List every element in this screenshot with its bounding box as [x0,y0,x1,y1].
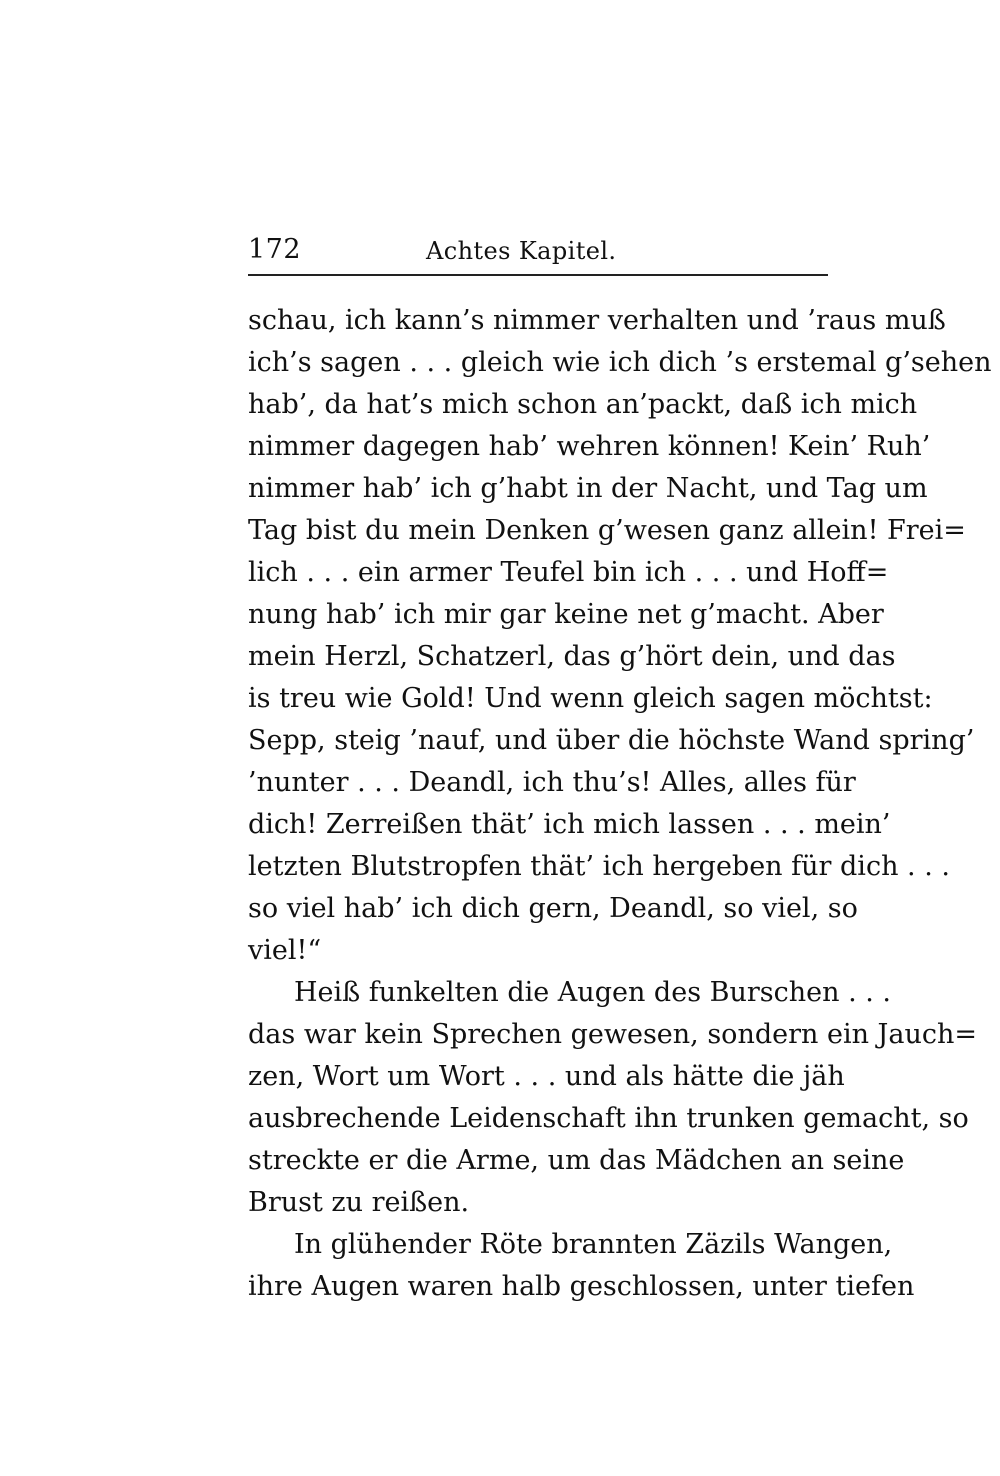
text-line: hab’, da hat’s mich schon an’packt, daß ich mich [248,389,918,420]
page-number: 172 [248,234,302,265]
running-head: Achtes Kapitel. [426,237,617,265]
text-line: das war kein Sprechen gewesen, sondern ein Jauch= [248,1019,977,1050]
header-rule [248,274,828,276]
text-line: letzten Blutstropfen thät’ ich hergeben für dich . . . [248,851,950,882]
text-line: mein Herzl, Schatzerl, das g’hört dein, und das [248,641,896,672]
text-line: lich . . . ein armer Teufel bin ich . . . und Hoff= [248,557,889,588]
text-line: nimmer hab’ ich g’habt in der Nacht, und Tag um [248,473,928,504]
body-text [248,300,992,1308]
text-line: zen, Wort um Wort . . . und als hätte die jäh [248,1061,845,1092]
text-line: nimmer dagegen hab’ wehren können! Kein’ Ruh’ [248,431,931,462]
text-line: Brust zu reißen. [248,1187,470,1218]
paragraph-first-line: Heiß funkelten die Augen des Burschen . . . [294,977,891,1008]
paragraph-first-line: In glühender Röte brannten Zäzils Wangen, [294,1229,893,1260]
text-line: Sepp, steig ’nauf, und über die höchste Wand spring’ [248,725,975,756]
text-line: ich’s sagen . . . gleich wie ich dich ’s erstemal g’sehen [248,347,992,378]
text-line: ’nunter . . . Deandl, ich thu’s! Alles, alles für [248,767,856,798]
text-line: is treu wie Gold! Und wenn gleich sagen möchtst: [248,683,933,714]
text-line: streckte er die Arme, um das Mädchen an seine [248,1145,905,1176]
text-line: ausbrechende Leidenschaft ihn trunken gemacht, so [248,1103,969,1134]
text-line: dich! Zerreißen thät’ ich mich lassen . . . mein’ [248,809,891,840]
text-line: schau, ich kann’s nimmer verhalten und ’raus muß [248,305,946,336]
text-line: Tag bist du mein Denken g’wesen ganz allein! Frei= [248,515,966,546]
text-line: so viel hab’ ich dich gern, Deandl, so viel, so [248,893,858,924]
text-line: ihre Augen waren halb geschlossen, unter tiefen [248,1271,915,1302]
text-line: viel!“ [248,935,322,966]
page-header [248,230,828,270]
text-line: nung hab’ ich mir gar keine net g’macht. Aber [248,599,884,630]
